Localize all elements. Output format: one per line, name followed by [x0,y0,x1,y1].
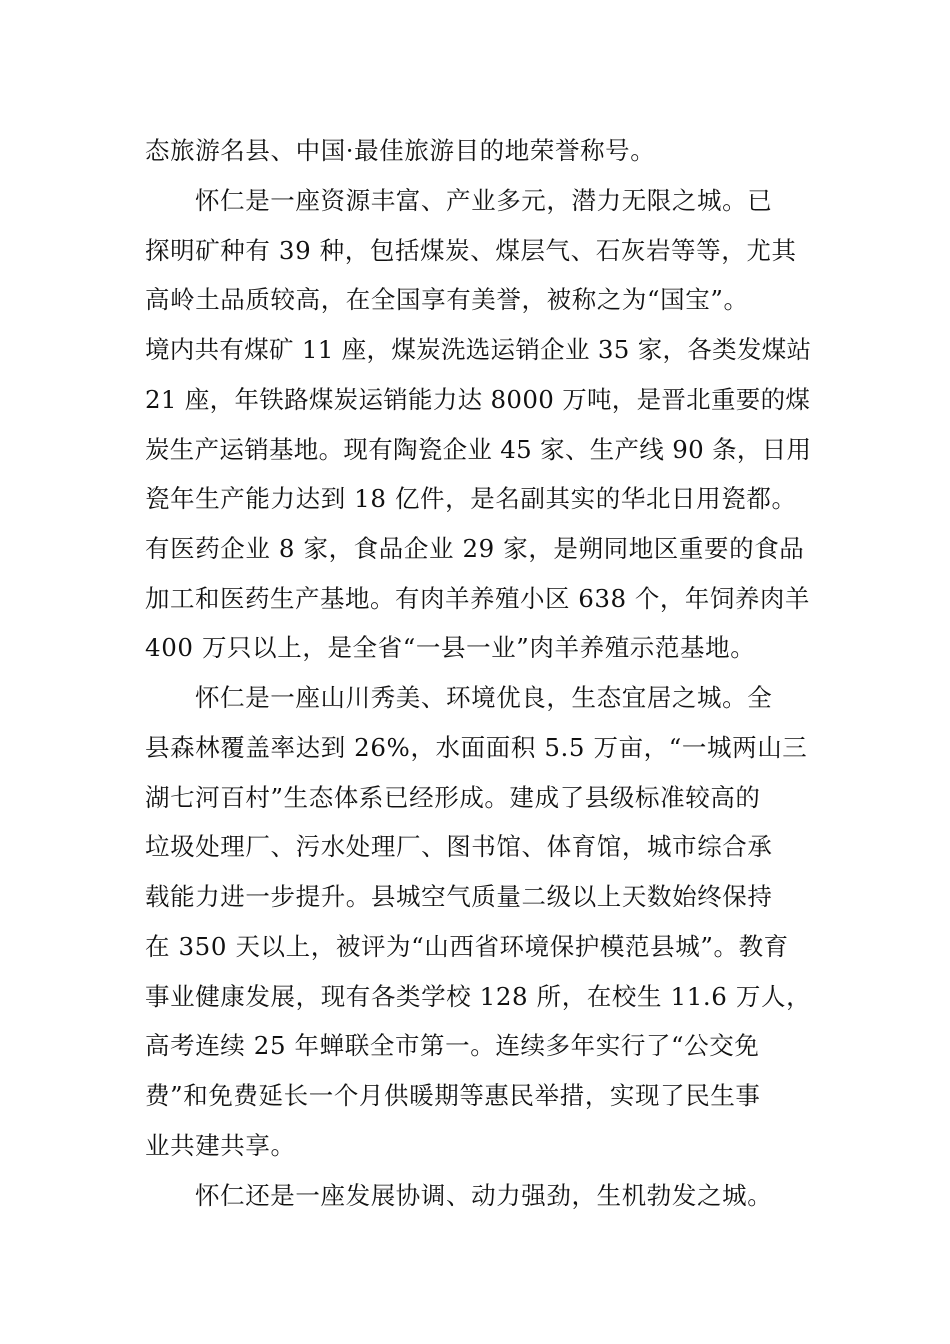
text-line: 有医药企业 8 家，食品企业 29 家，是朔同地区重要的食品 [145,534,805,563]
paragraph-start-line: 怀仁是一座资源丰富、产业多元，潜力无限之城。已 [195,186,773,215]
text-line: 400 万只以上，是全省“一县一业”肉羊养殖示范基地。 [145,633,756,662]
text-line: 事业健康发展，现有各类学校 128 所，在校生 11.6 万人， [145,982,812,1011]
text-line: 境内共有煤矿 11 座，煤炭洗选运销企业 35 家，各类发煤站 [145,335,812,364]
text-line: 态旅游名县、中国·最佳旅游目的地荣誉称号。 [145,136,656,165]
text-line: 21 座，年铁路煤炭运销能力达 8000 万吨，是晋北重要的煤 [145,385,811,414]
text-line: 载能力进一步提升。县城空气质量二级以上天数始终保持 [145,882,773,911]
text-line: 湖七河百村”生态体系已经形成。建成了县级标准较高的 [145,783,761,812]
paragraph-start-line: 怀仁还是一座发展协调、动力强劲，生机勃发之城。 [195,1181,773,1210]
text-line: 高岭土品质较高，在全国享有美誉，被称之为“国宝”。 [145,285,749,314]
text-line: 垃圾处理厂、污水处理厂、图书馆、体育馆，城市综合承 [145,832,773,861]
text-line: 在 350 天以上，被评为“山西省环境保护模范县城”。教育 [145,932,789,961]
text-line: 费”和免费延长一个月供暖期等惠民举措，实现了民生事 [145,1081,761,1110]
text-line: 业共建共享。 [145,1131,296,1160]
text-line: 瓷年生产能力达到 18 亿件，是名副其实的华北日用瓷都。 [145,484,797,513]
text-line: 县森林覆盖率达到 26%，水面面积 5.5 万亩，“一城两山三 [145,733,808,762]
text-line: 炭生产运销基地。现有陶瓷企业 45 家、生产线 90 条，日用 [145,435,812,464]
text-line: 加工和医药生产基地。有肉羊养殖小区 638 个，年饲养肉羊 [145,584,810,613]
paragraph-start-line: 怀仁是一座山川秀美、环境优良，生态宜居之城。全 [195,683,773,712]
text-line: 高考连续 25 年蝉联全市第一。连续多年实行了“公交免 [145,1031,760,1060]
text-line: 探明矿种有 39 种，包括煤炭、煤层气、石灰岩等等，尤其 [145,236,797,265]
